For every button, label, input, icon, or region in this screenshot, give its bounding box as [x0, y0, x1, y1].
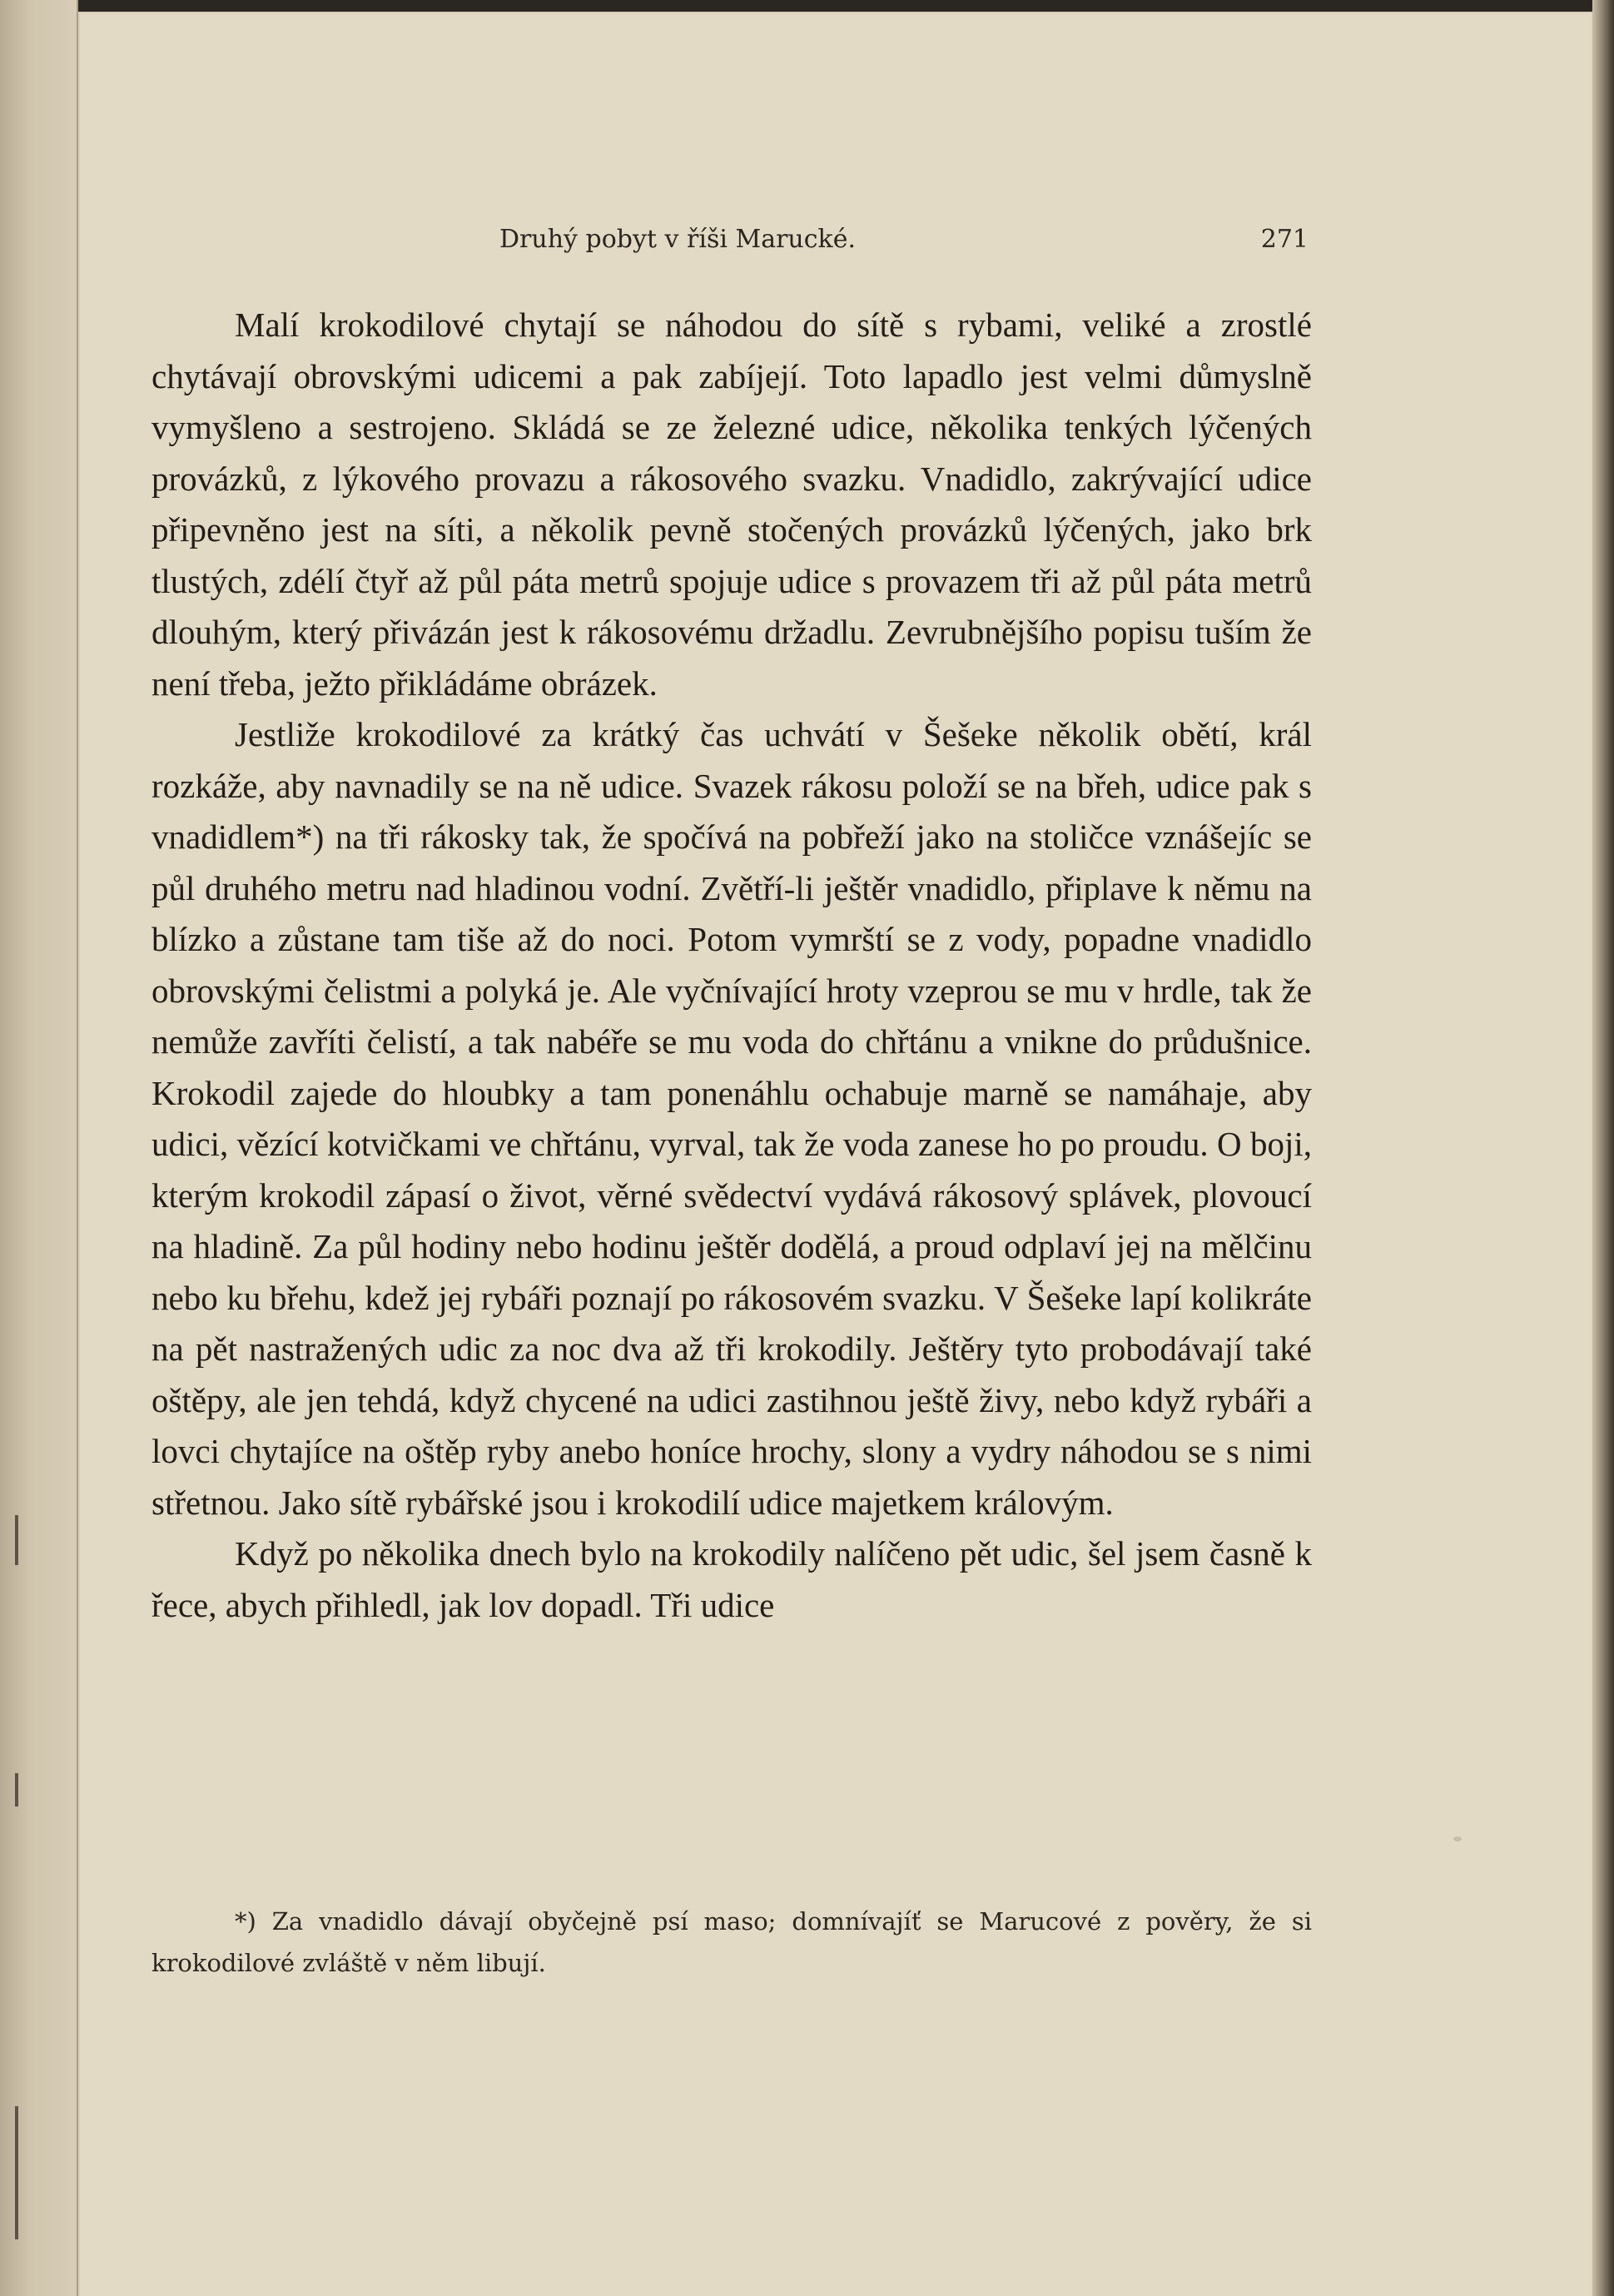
paragraph: Malí krokodilové chytají se náhodou do sítě s rybami, veliké a zrostlé chytávají obrovskými udicemi a pak zabíjejí. Toto lapadlo jest velmi důmyslně vymyšleno a sestrojeno. Skládá se ze železné udice, několika tenkých lýčených provázků, z lýkového provazu a rákosového svazku. Vnadidlo, zakrývající udice připevněno jest na síti, a několik pevně stočených provázků lýčených, jako brk tlustých, zdélí čtyř až půl páta metrů spojuje udice s provazem tři až půl páta metrů dlouhým, který přivázán jest k rákosovému držadlu. Zevrubnějšího popisu tuším že není třeba, ježto přikládáme obrázek.: [151, 306, 1312, 703]
page-number: 271: [1260, 225, 1309, 254]
running-head: Druhý pobyt v říši Marucké.: [499, 225, 857, 254]
body-text: [151, 300, 1312, 1631]
right-shadow: [1592, 0, 1614, 2296]
page-header: [499, 225, 1309, 261]
footnote-text: *) Za vnadidlo dávají obyčejně psí maso; domnívajíť se Marucové z pověry, že si krokodilové zvláště v něm libují.: [151, 1907, 1312, 1977]
binding-mark: [15, 2106, 18, 2239]
top-shadow: [77, 0, 1614, 12]
paragraph: Jestliže krokodilové za krátký čas uchvátí v Šešeke několik obětí, král rozkáže, aby navnadily se na ně udice. Svazek rákosu položí se na břeh, udice pak s vnadidlem*) na tři rákosky tak, že spočívá na pobřeží jako na stoličce vznášejíc se půl druhého metru nad hladinou vodní. Zvětří-li ještěr vnadidlo, připlave k němu na blízko a zůstane tam tiše až do noci. Potom vymrští se z vody, popadne vnadidlo obrovskými čelistmi a polyká je. Ale vyčnívající hroty vzeprou se mu v hrdle, tak že nemůže zavříti čelistí, a tak nabéře se mu voda do chřtánu a vnikne do průdušnice. Krokodil zajede do hloubky a tam ponenáhlu ochabuje marně se namáhaje, aby udici, vězící kotvičkami ve chřtánu, vyrval, tak že voda zanese ho po proudu. O boji, kterým krokodil zápasí o život, věrné svědectví vydává rákosový splávek, plovoucí na hladině. Za půl hodiny nebo hodinu ještěr dodělá, a proud odplaví jej na mělčinu nebo ku břehu, kdež jej rybáři poznají po rákosovém svazku. V Šešeke lapí kolikráte na pět nastražených udic za noc dva až tři krokodily. Ještěry tyto probodávají také oštěpy, ale jen tehdá, když chycené na udici zastihnou ještě živy, nebo když rybáři a lovci chytajíce na oštěp ryby anebo honíce hrochy, slony a vydry náhodou se s nimi střetnou. Jako sítě rybářské jsou i krokodilí udice majetkem královým.: [151, 715, 1312, 1522]
binding-edge: [0, 0, 78, 2296]
paper-speck: [1453, 1836, 1462, 1841]
binding-mark: [15, 1515, 18, 1565]
binding-mark: [15, 1773, 18, 1806]
footnote: [151, 1901, 1312, 1984]
paragraph: Když po několika dnech bylo na krokodily nalíčeno pět udic, šel jsem časně k řece, abych přihledl, jak lov dopadl. Tři udice: [151, 1534, 1312, 1624]
